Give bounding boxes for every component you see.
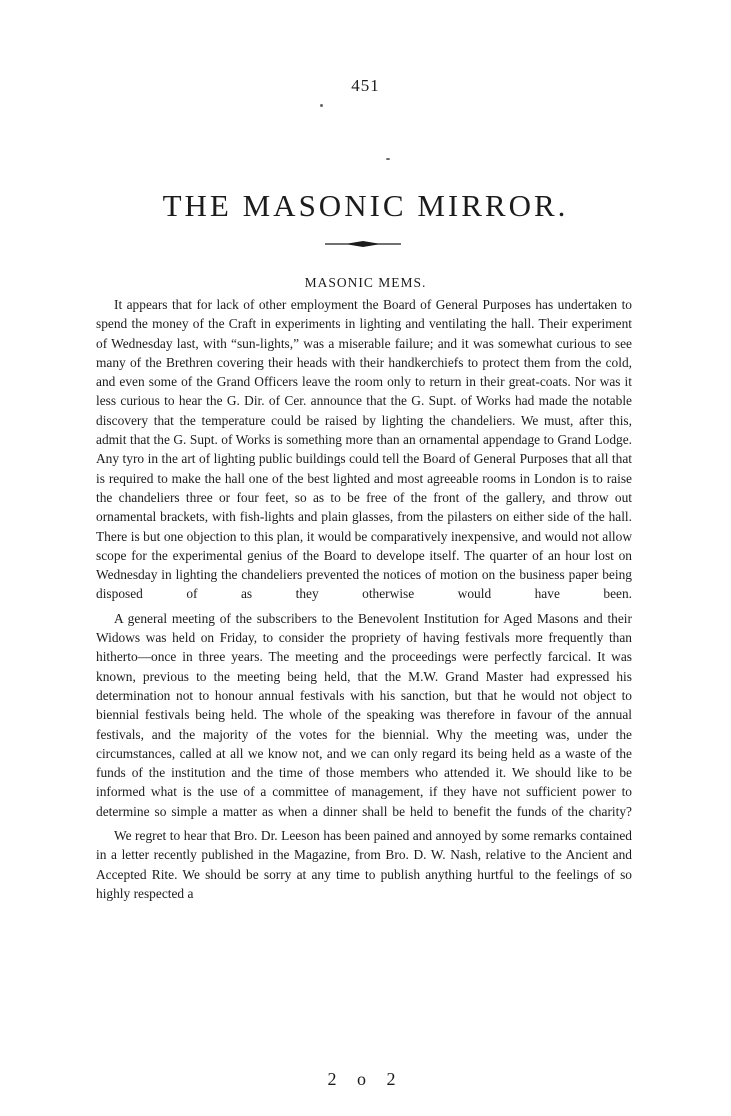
page-title: THE MASONIC MIRROR. [162,188,569,223]
paragraph: It appears that for lack of other employment the Board of General Purposes has undertaken to spend the money of the Craft in experiments in lighting and ventilating the hall. Their experiment of Wednesday last, with “sun-lights,” was a miserable failure; and it was somewhat curious to see many of the Brethren covering their heads with their handkerchiefs to protect them from the cold, and even some of the Grand Officers leave the room only to return in their great-coats. Nor was it less curious to hear the G. Dir. of Cer. announce that the G. Supt. of Works had made the notable discovery that the temperature could be raised by lighting the chandeliers. We must, after this, admit that the G. Supt. of Works is something more than an ornamental appendage to Grand Lodge. Any tyro in the art of lighting public buildings could tell the Board of General Purposes that all that is required to make the hall one of the best lighted and most agreeable rooms in London is to raise the chandeliers three or four feet, so as to be free of the front of the gallery, and throw out ornamental brackets, with fish-lights and plain glasses, from the pilasters on either side of the hall. There is but one objection to this plan, it would be comparatively inexpensive, and would not allow scope for the experimental genius of the Board to develope itself. The quarter of an hour lost on Wednesday in lighting the chandeliers prevented the notices of motion on the business paper being disposed of as they otherwise would have been. [96,297,632,602]
paragraph: A general meeting of the subscribers to the Benevolent Institution for Aged Masons and their Widows was held on Friday, to consider the propriety of having festivals more frequently than hitherto—once in three years. The meeting and the proceedings were perfectly farcical. It was known, previous to the meeting being held, that the M.W. Grand Master had expressed his determination not to honour annual festivals with his sanction, but that he would not object to biennial festivals being held. The whole of the speaking was therefore in favour of the annual festivals, and the majority of the votes for the biennial. Why the meeting was, under the circumstances, called at all we know not, and we can only regard its being held as a waste of the funds of the institution and the time of those members who attended it. We should like to be informed what is the use of a committee of management, if they have not sufficient power to determine so simple a matter as when a dinner shall be held to benefit the funds of the charity? [96,610,632,819]
signature-mark: 2 o 2 [327,1069,404,1089]
page-number: 451 [351,76,380,95]
ornament-rule [325,240,401,248]
article-body [96,295,632,908]
paragraph: We regret to hear that Bro. Dr. Leeson has been pained and annoyed by some remarks contained in a letter recently published in the Magazine, from Bro. D. W. Nash, relative to the Ancient and Accepted Rite. We should be sorry at any time to publish anything hurtful to the feelings of so highly respected a [96,828,632,901]
ink-speck [320,104,323,107]
section-heading: MASONIC MEMS. [304,275,427,290]
ink-speck [386,158,390,160]
